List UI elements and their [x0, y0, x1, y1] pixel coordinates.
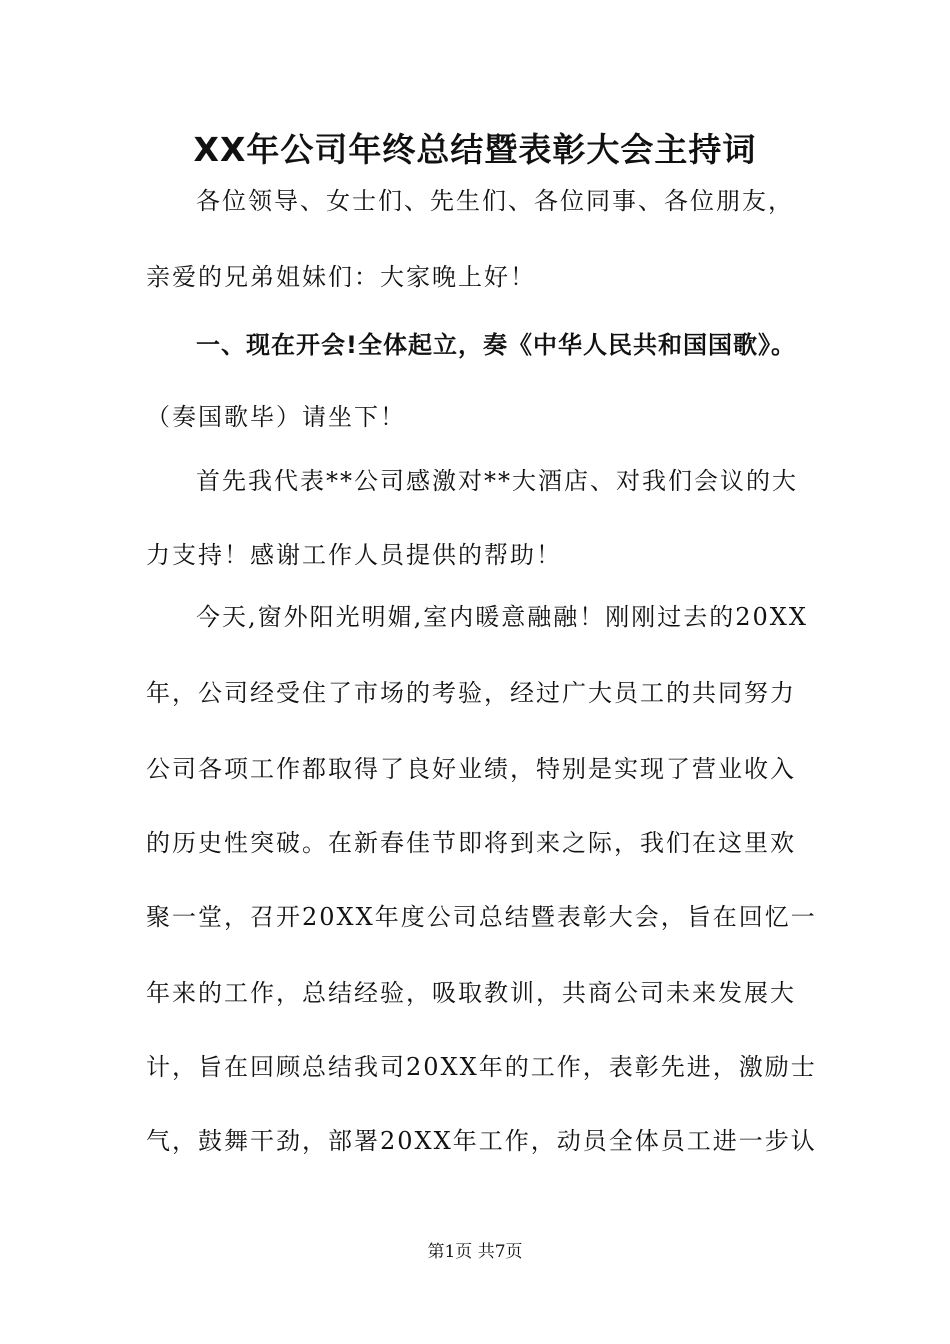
section-heading-opening: 一、现在开会!全体起立，奏《中华人民共和国国歌》。 — [196, 331, 796, 359]
text-line-body-1: 今天,窗外阳光明媚,室内暖意融融！刚刚过去的20XX — [196, 603, 808, 631]
text-line-anthem: （奏国歌毕）请坐下！ — [146, 403, 406, 431]
text-line-body-3: 公司各项工作都取得了良好业绩，特别是实现了营业收入 — [146, 755, 796, 783]
text-line-body-5: 聚一堂，召开20XX年度公司总结暨表彰大会，旨在回忆一 — [146, 903, 817, 931]
text-line-body-7: 计，旨在回顾总结我司20XX年的工作，表彰先进，激励士 — [146, 1053, 817, 1081]
text-line-body-8: 气，鼓舞干劲，部署20XX年工作，动员全体员工进一步认 — [146, 1127, 817, 1155]
text-line-greeting-2: 亲爱的兄弟姐妹们：大家晚上好！ — [146, 263, 536, 291]
document-title: XX年公司年终总结暨表彰大会主持词 — [193, 130, 757, 169]
text-line-thanks-1: 首先我代表**公司感激对**大酒店、对我们会议的大 — [196, 467, 798, 495]
text-line-body-2: 年，公司经受住了市场的考验，经过广大员工的共同努力 — [146, 679, 796, 707]
text-line-thanks-2: 力支持！感谢工作人员提供的帮助！ — [146, 541, 562, 569]
text-line-body-6: 年来的工作，总结经验，吸取教训，共商公司未来发展大 — [146, 979, 796, 1007]
page-number-footer: 第1页 共7页 — [427, 1242, 523, 1262]
text-line-greeting-1: 各位领导、女士们、先生们、各位同事、各位朋友， — [196, 187, 794, 215]
text-line-body-4: 的历史性突破。在新春佳节即将到来之际，我们在这里欢 — [146, 829, 796, 857]
